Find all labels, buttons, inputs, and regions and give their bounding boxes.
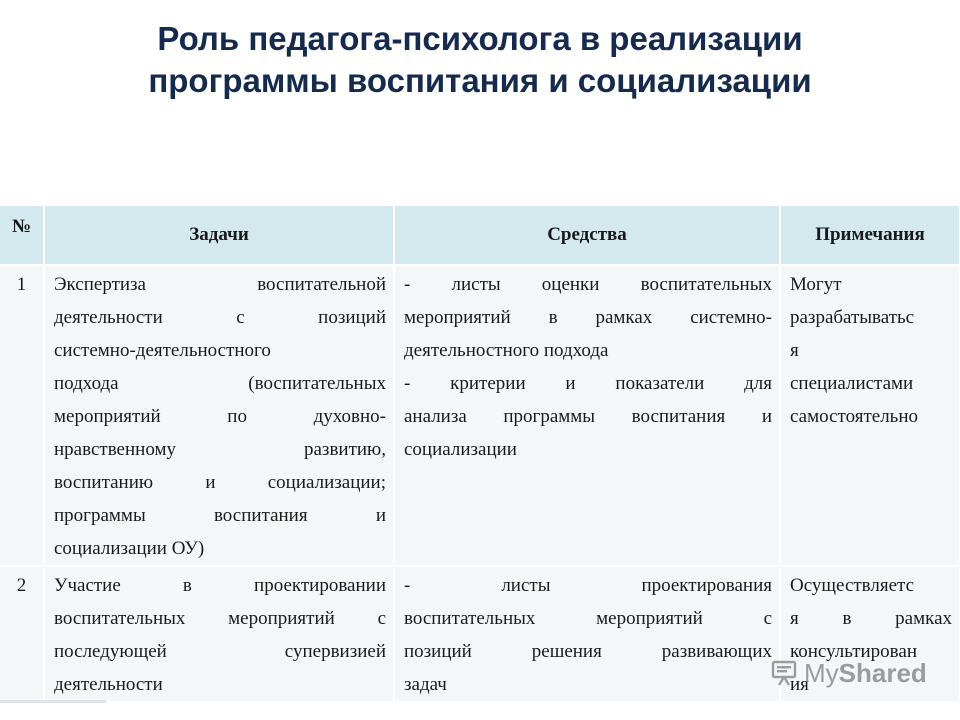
tasks-cell <box>44 265 394 566</box>
means-line: анализа программы воспитания и <box>404 406 772 427</box>
notes-line: я в рамках <box>790 608 952 629</box>
means-line: задач <box>404 674 447 695</box>
header-number: № <box>0 206 44 265</box>
tasks-line: воспитательных мероприятий с <box>54 608 386 629</box>
notes-line: Могут <box>790 274 842 295</box>
tasks-line: социализации ОУ) <box>54 538 205 559</box>
notes-line: специалистами <box>790 373 914 394</box>
bottom-decor-strip <box>0 700 106 703</box>
tasks-line: воспитанию и социализации; <box>54 472 386 493</box>
means-line: социализации <box>404 439 517 460</box>
means-line: - листы проектирования <box>404 575 772 596</box>
tasks-line: деятельности с позиций <box>54 307 386 328</box>
header-means: Средства <box>394 206 780 265</box>
notes-cell <box>780 265 960 566</box>
means-line: воспитательных мероприятий с <box>404 608 772 629</box>
notes-line: разрабатыватьс <box>790 307 915 328</box>
table-header-row <box>0 206 960 265</box>
slide-title-line-1: Роль педагога-психолога в реализации <box>157 20 803 57</box>
notes-line: Осуществляетс <box>790 575 915 596</box>
header-notes: Примечания <box>780 206 960 265</box>
slideshow-logo-icon <box>770 658 800 688</box>
tasks-line: последующей супервизией <box>54 641 386 662</box>
means-line: позиций решения развивающих <box>404 641 772 662</box>
means-cell <box>394 566 780 702</box>
watermark-brand-bold: Shared <box>838 657 927 688</box>
slide-title <box>60 18 900 102</box>
tasks-line: деятельности <box>54 674 163 695</box>
notes-line: самостоятельно <box>790 406 919 427</box>
notes-line: консультирован <box>790 641 917 662</box>
tasks-line: системно-деятельностного <box>54 340 271 361</box>
notes-line: я <box>790 340 799 361</box>
tasks-line: подхода (воспитательных <box>54 373 386 394</box>
tasks-line: Экспертиза воспитательной <box>54 274 386 295</box>
means-line: - критерии и показатели для <box>404 373 772 394</box>
tasks-cell <box>44 566 394 702</box>
table-row <box>0 265 960 566</box>
means-line: - листы оценки воспитательных <box>404 274 772 295</box>
roles-table <box>0 206 960 703</box>
watermark-brand <box>804 658 927 689</box>
myshared-watermark[interactable] <box>770 656 927 690</box>
row-number: 2 <box>0 566 44 702</box>
tasks-line: программы воспитания и <box>54 505 386 526</box>
tasks-line: Участие в проектировании <box>54 575 386 596</box>
means-cell <box>394 265 780 566</box>
watermark-brand-light: My <box>804 657 839 688</box>
header-tasks: Задачи <box>44 206 394 265</box>
means-line: деятельностного подхода <box>404 340 609 361</box>
notes-line: ия <box>790 674 809 695</box>
row-number: 1 <box>0 265 44 566</box>
tasks-line: нравственному развитию, <box>54 439 386 460</box>
slide-title-line-2: программы воспитания и социализации <box>148 62 812 99</box>
tasks-line: мероприятий по духовно- <box>54 406 386 427</box>
means-line: мероприятий в рамках системно- <box>404 307 772 328</box>
